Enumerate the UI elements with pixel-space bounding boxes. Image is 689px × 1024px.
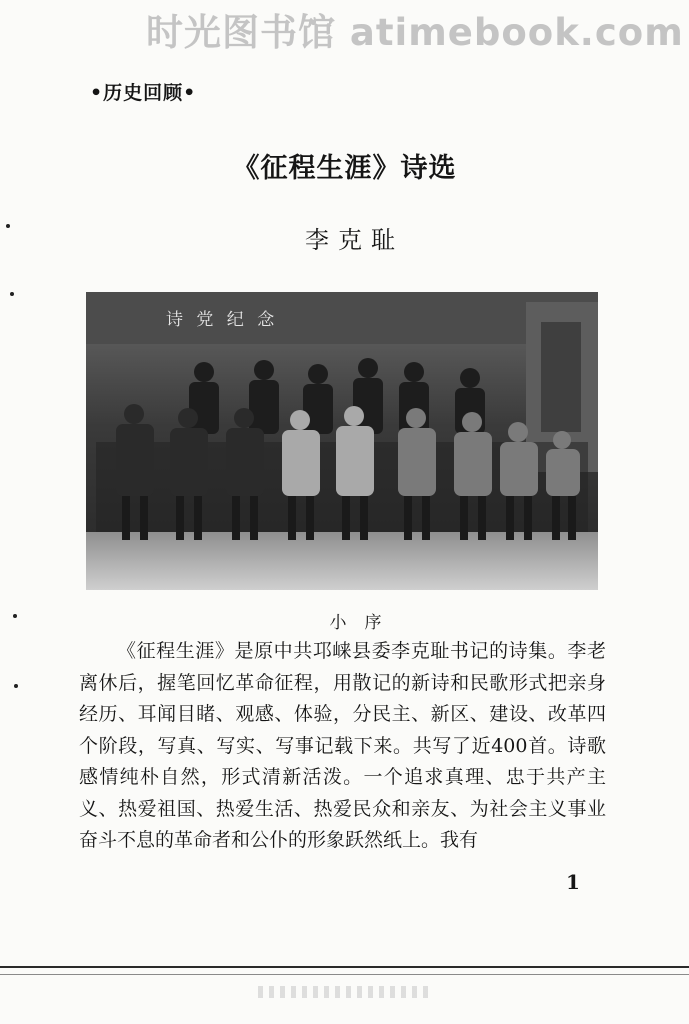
body-paragraph: 《征程生涯》是原中共邛崃县委李克耻书记的诗集。李老离休后，握笔回忆革命征程，用散记的新诗和民歌形式把亲身经历、耳闻目睹、观感、体验，分民主、新区、建设、改革四个阶段，写真、写实、写事记载下来。共写了近400首。诗歌感情纯朴自然，形式清新活泼。一个追求真理、忠于共产主义、热爱祖国、热爱生活、热爱民众和亲友、为社会主义事业奋斗不息的革命者和公仆的形象跃然纸上。我有 (79, 640, 606, 851)
page-number: 1 (566, 870, 580, 894)
watermark: 时光图书馆 atimebook.com (146, 11, 684, 54)
section-subtitle: 小序 (329, 613, 400, 633)
footer-rule (0, 966, 689, 968)
column-heading: •历史回顾• (90, 82, 197, 104)
scan-speck (10, 292, 14, 296)
scan-speck (6, 224, 10, 228)
article-title: 《征程生涯》诗选 (232, 153, 457, 184)
scan-speck (14, 684, 18, 688)
scan-speck (13, 614, 17, 618)
footer-scan-marks (258, 986, 428, 998)
group-photo (86, 292, 598, 590)
photo-banner-text: 诗 党 纪 念 (166, 310, 279, 330)
author-name: 李克耻 (305, 226, 404, 254)
footer-rule-thin (0, 974, 689, 975)
